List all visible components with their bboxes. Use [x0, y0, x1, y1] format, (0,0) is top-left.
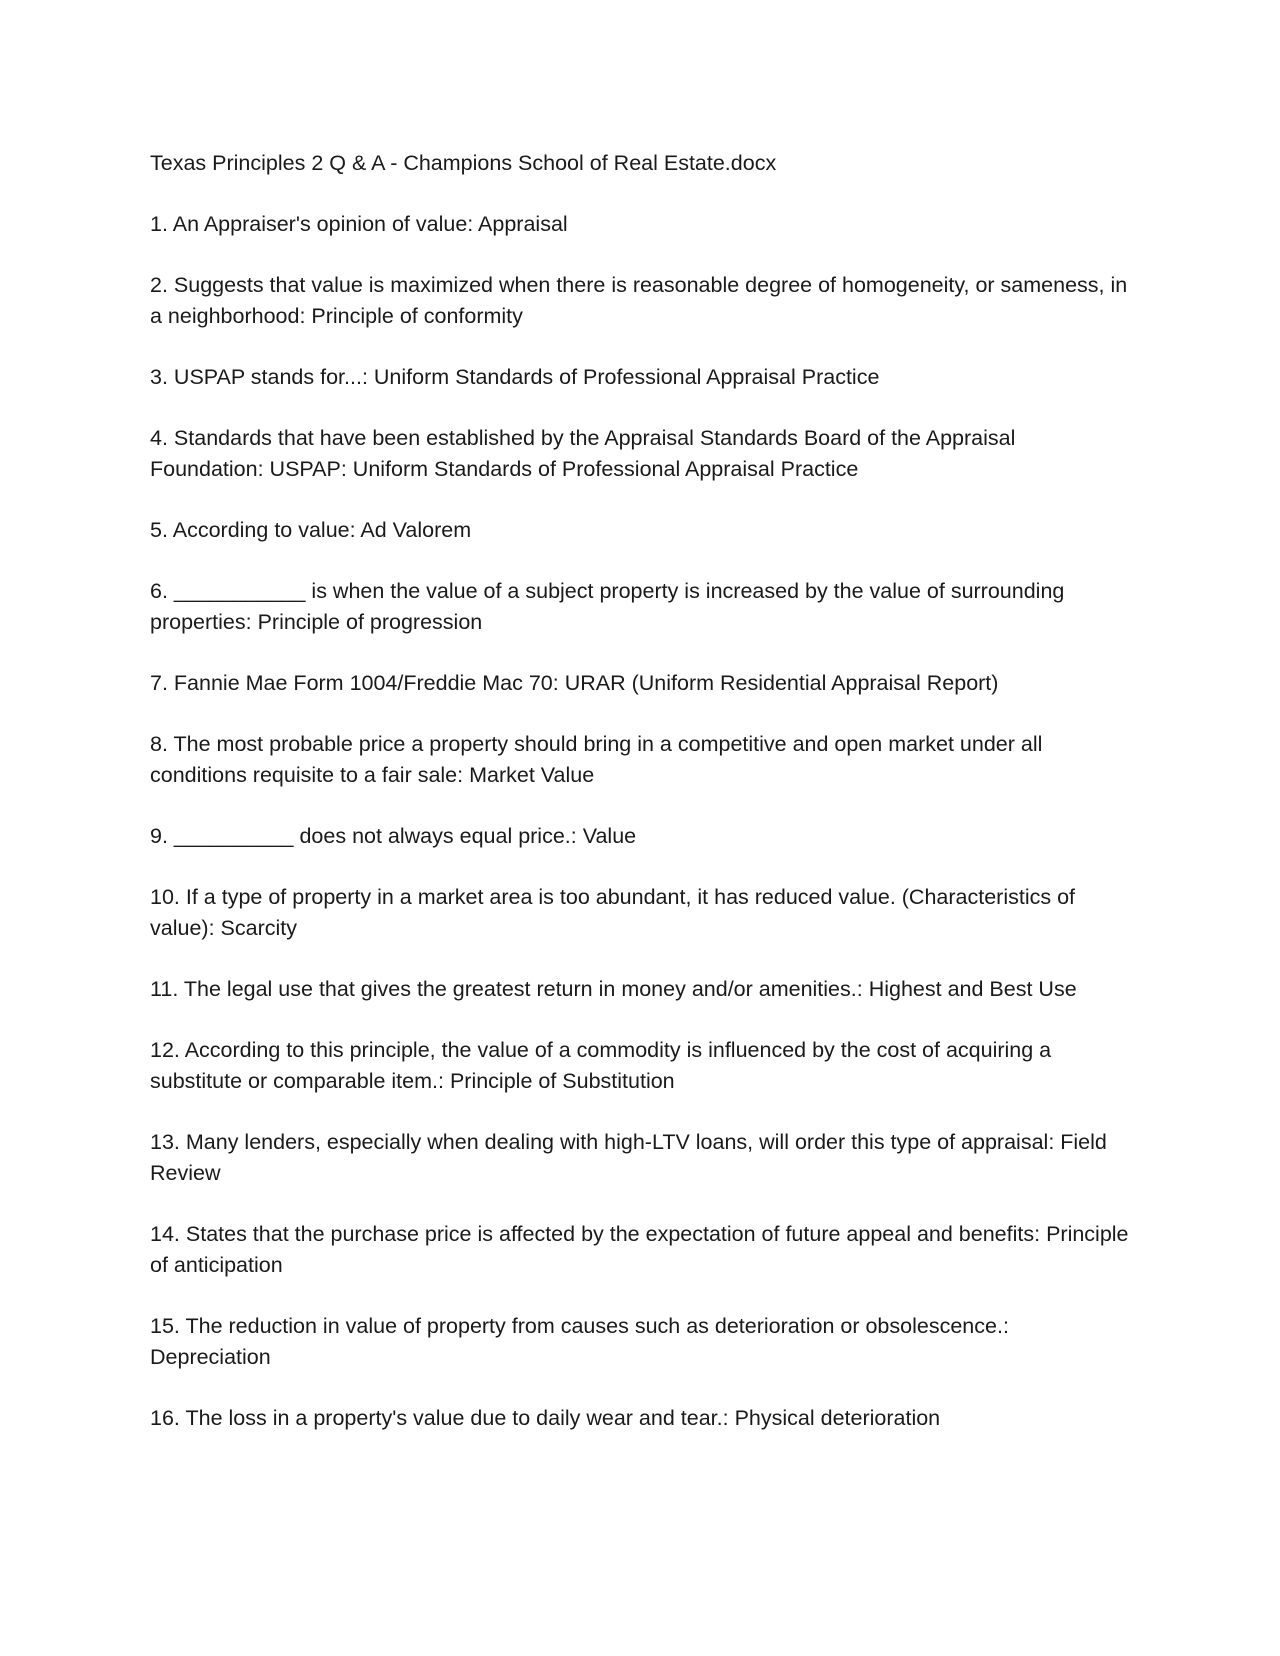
- qa-question: Suggests that value is maximized when there is reasonable degree of homogeneity, or sameness, in a neighborhood :: [150, 273, 1127, 328]
- qa-answer: Principle of progression: [257, 610, 483, 634]
- qa-item: [150, 209, 1130, 240]
- qa-number: 11 .: [150, 977, 184, 1001]
- qa-question: Many lenders, especially when dealing with high-LTV loans, will order this type of appraisal :: [186, 1130, 1060, 1154]
- qa-item: [150, 270, 1130, 332]
- qa-item: [150, 1311, 1130, 1373]
- qa-answer: Field Review: [150, 1130, 1107, 1185]
- qa-answer: Uniform Standards of Professional Appraisal Practice: [373, 365, 880, 389]
- qa-question: An Appraiser's opinion of value :: [173, 212, 478, 236]
- qa-number: 15 .: [150, 1314, 185, 1338]
- qa-answer: USPAP: Uniform Standards of Professional Appraisal Practice: [269, 457, 859, 481]
- qa-question: The reduction in value of property from causes such as deterioration or obsolescence. :: [185, 1314, 1008, 1338]
- qa-question: If a type of property in a market area is too abundant, it has reduced value. (Characteristics of value) :: [150, 885, 1075, 940]
- qa-item: [150, 821, 1130, 852]
- qa-item: [150, 974, 1130, 1005]
- qa-item: [150, 576, 1130, 638]
- qa-answer: Depreciation: [150, 1345, 271, 1369]
- qa-answer: Principle of anticipation: [150, 1222, 1129, 1277]
- qa-number: 7 .: [150, 671, 174, 695]
- qa-question: The legal use that gives the greatest return in money and/or amenities. :: [184, 977, 869, 1001]
- qa-number: 4 .: [150, 426, 174, 450]
- qa-number: 6 .: [150, 579, 174, 603]
- document-title: Texas Principles 2 Q & A - Champions School of Real Estate.docx: [150, 151, 777, 175]
- qa-number: 8 .: [150, 732, 174, 756]
- document-page: [150, 148, 1130, 1464]
- qa-answer: Value: [582, 824, 637, 848]
- qa-question: The most probable price a property should bring in a competitive and open market under all conditions requisite to a fair sale :: [150, 732, 1042, 787]
- qa-item: [150, 1127, 1130, 1189]
- qa-question: States that the purchase price is affected by the expectation of future appeal and benefits :: [186, 1222, 1046, 1246]
- qa-item: [150, 668, 1130, 699]
- qa-question: According to value :: [173, 518, 361, 542]
- qa-number: 14 .: [150, 1222, 186, 1246]
- qa-number: 9 .: [150, 824, 174, 848]
- qa-item: [150, 1219, 1130, 1281]
- qa-answer: Principle of Substitution: [449, 1069, 675, 1093]
- qa-item: [150, 1035, 1130, 1097]
- qa-number: 10 .: [150, 885, 186, 909]
- qa-item: [150, 1403, 1130, 1434]
- qa-number: 2 .: [150, 273, 174, 297]
- qa-question: The loss in a property's value due to daily wear and tear. :: [185, 1406, 734, 1430]
- qa-answer: Physical deterioration: [734, 1406, 941, 1430]
- qa-item: [150, 423, 1130, 485]
- qa-answer: Highest and Best Use: [868, 977, 1077, 1001]
- qa-question: USPAP stands for... :: [174, 365, 374, 389]
- qa-item: [150, 515, 1130, 546]
- qa-item: [150, 882, 1130, 944]
- qa-number: 5 .: [150, 518, 173, 542]
- qa-answer: Principle of conformity: [311, 304, 523, 328]
- qa-item: [150, 729, 1130, 791]
- qa-answer: Ad Valorem: [360, 518, 472, 542]
- qa-answer: Scarcity: [220, 916, 297, 940]
- qa-number: 13 .: [150, 1130, 186, 1154]
- qa-number: 12 .: [150, 1038, 185, 1062]
- qa-question: Fannie Mae Form 1004/Freddie Mac 70 :: [174, 671, 565, 695]
- qa-number: 3 .: [150, 365, 174, 389]
- qa-number: 16 .: [150, 1406, 185, 1430]
- qa-question: Standards that have been established by the Appraisal Standards Board of the Appraisal Foundation :: [150, 426, 1015, 481]
- qa-question: __________ does not always equal price. :: [174, 824, 583, 848]
- qa-answer: URAR (Uniform Residential Appraisal Report): [564, 671, 999, 695]
- qa-item: [150, 362, 1130, 393]
- qa-question: According to this principle, the value of a commodity is influenced by the cost of acquiring a substitute or comparable item. :: [150, 1038, 1051, 1093]
- qa-number: 1 .: [150, 212, 173, 236]
- qa-question: ___________ is when the value of a subject property is increased by the value of surrounding properties :: [150, 579, 1064, 634]
- qa-answer: Market Value: [469, 763, 595, 787]
- qa-answer: Appraisal: [478, 212, 568, 236]
